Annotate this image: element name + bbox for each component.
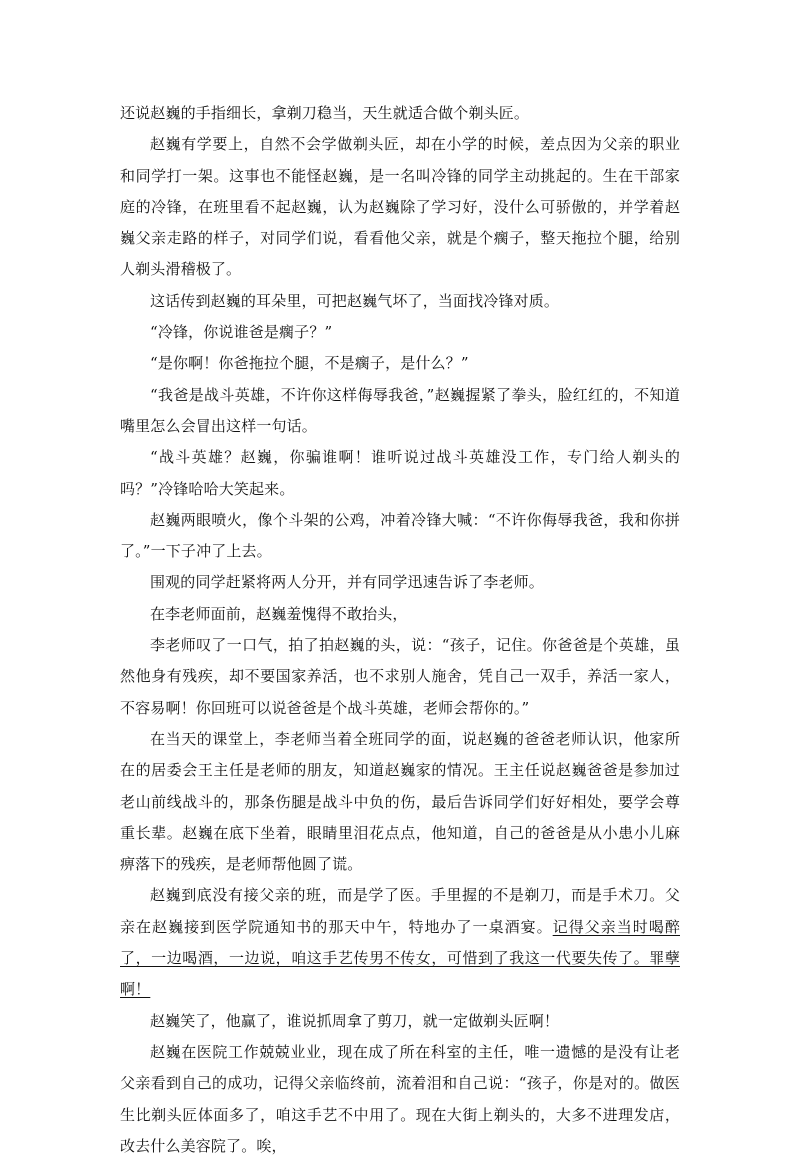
dialogue-paragraph: “我爸是战斗英雄，不许你这样侮辱我爸，”赵巍握紧了拳头，脸红红的，不知道嘴里怎么会冒出这样一句话。 bbox=[120, 385, 680, 435]
paragraph: 在李老师面前，赵巍羞愧得不敢抬头， bbox=[150, 604, 408, 623]
dialogue-paragraph: “冷锋，你说谁爸是瘸子？” bbox=[150, 323, 333, 342]
dialogue-paragraph: “是你啊！你爸拖拉个腿，不是瘸子，是什么？” bbox=[150, 354, 469, 373]
paragraph: 李老师叹了一口气，拍了拍赵巍的头，说：“孩子，记住。你爸爸是个英雄，虽然他身有残疾，却不要国家养活，也不求别人施舍，凭自己一双手，养活一家人，不容易啊！你回班可以说爸爸是个战斗英雄，老师会帮你的。” bbox=[120, 636, 680, 717]
paragraph: 围观的同学赶紧将两人分开，并有同学迅速告诉了李老师。 bbox=[150, 573, 544, 592]
paragraph: 这话传到赵巍的耳朵里，可把赵巍气坏了，当面找冷锋对质。 bbox=[150, 291, 560, 310]
paragraph-text: 赵巍到底没有接父亲的班，而是学了医。手里握的不是剃刀，而是手术刀。父亲在赵巍接到医学院通知书的那天中午，特地办了一桌酒宴。 bbox=[120, 886, 680, 936]
paragraph: 赵巍笑了，他赢了，谁说抓周拿了剪刀，就一定做剃头匠啊！ bbox=[150, 1011, 560, 1030]
dialogue-paragraph: “战斗英雄？赵巍，你骗谁啊！谁听说过战斗英雄没工作，专门给人剃头的吗？”冷锋哈哈大笑起来。 bbox=[120, 448, 680, 498]
paragraph: 还说赵巍的手指细长，拿剃刀稳当，天生就适合做个剃头匠。 bbox=[120, 104, 530, 122]
story-text bbox=[120, 98, 680, 1162]
paragraph: 赵巍有学要上，自然不会学做剃头匠，却在小学的时候，差点因为父亲的职业和同学打一架。这事也不能怪赵巍，是一名叫冷锋的同学主动挑起的。生在干部家庭的冷锋，在班里看不起赵巍，认为赵巍除了学习好，没什么可骄傲的，并学着赵巍父亲走路的样子，对同学们说，看看他父亲，就是个瘸子，整天拖拉个腿，给别人剃头滑稽极了。 bbox=[120, 135, 680, 279]
paragraph-with-underline bbox=[120, 880, 680, 1005]
underlined-sentence: 记得父亲当时喝醉了，一边喝酒，一边说，咱这手艺传男不传女，可惜到了我这一代要失传了。罪孽啊！ bbox=[120, 917, 680, 999]
paragraph: 赵巍在医院工作兢兢业业，现在成了所在科室的主任，唯一遗憾的是没有让老父亲看到自己的成功，记得父亲临终前，流着泪和自己说：“孩子，你是对的。做医生比剃头匠体面多了，咱这手艺不中用了。现在大街上剃头的，大多不进理发店，改去什么美容院了。唉， bbox=[120, 1042, 680, 1155]
paragraph: 赵巍两眼喷火，像个斗架的公鸡，冲着冷锋大喊：“不许你侮辱我爸，我和你拼了。”一下子冲了上去。 bbox=[120, 510, 680, 561]
paragraph: 在当天的课堂上，李老师当着全班同学的面，说赵巍的爸爸老师认识，他家所在的居委会王主任是老师的朋友，知道赵巍家的情况。王主任说赵巍爸爸是参加过老山前线战斗的，那条伤腿是战斗中负的伤，最后告诉同学们好好相处，要学会尊重长辈。赵巍在底下坐着，眼睛里泪花点点，他知道，自己的爸爸是从小患小儿麻痹落下的残疾，是老师帮他圆了谎。 bbox=[120, 729, 680, 874]
